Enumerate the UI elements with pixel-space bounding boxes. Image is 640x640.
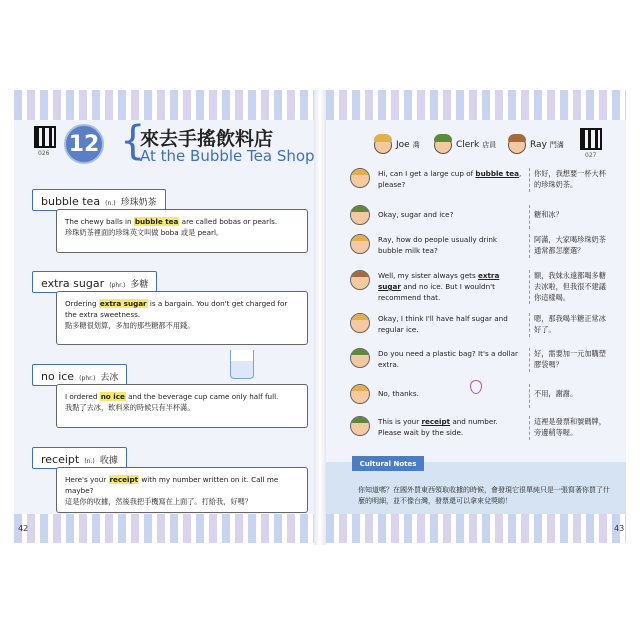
ray-avatar-icon (508, 136, 526, 154)
vocab-example-zh: 這是你的收據，然後我把手機寫在上面了。打給我，好嗎？ (65, 497, 252, 506)
qr-code-label: 026 (38, 150, 50, 157)
clerk-avatar-icon (350, 348, 370, 368)
dialogue-zh: 阿滿，大家喝珍珠奶茶通常都怎麼選？ (534, 235, 606, 255)
vocab-example-en: Ordering extra sugar is a bargain. You don't get charged for the extra sweetness. (65, 299, 288, 319)
joe-avatar-icon (350, 313, 370, 333)
cultural-notes-label: Cultural Notes (352, 456, 424, 471)
cultural-notes-text: 你知道嗎？在國外買東西領取收據的時候，會發現它很單純只是一張寫著你買了什麼的明細，並不像台灣，發票還可以拿來兌獎喲！ (358, 486, 610, 505)
vocab-gloss: 珍珠奶茶 (120, 198, 157, 208)
vocab-example-zh: 我點了去冰，飲料來的時候只有半杯滿。 (65, 403, 195, 412)
vocab-entry (32, 447, 308, 513)
cast-member (434, 136, 496, 154)
vocab-example-en: I ordered no ice and the beverage cup came only half full. (65, 392, 279, 401)
dialogue-divider (529, 234, 530, 258)
joe-avatar-icon (350, 168, 370, 188)
cast-role: 喬 (412, 141, 420, 149)
clerk-avatar-icon (434, 136, 452, 154)
cast-name: Joe (396, 140, 410, 150)
vocab-gloss: 去冰 (100, 373, 119, 383)
drink-cup-icon (230, 350, 254, 379)
cast-role: 店員 (482, 141, 497, 149)
vocab-gloss: 多糖 (130, 280, 149, 290)
dialogue-zh: 額，我妹永遠都喝多糖去冰啦，但我很不建議你這樣喝。 (534, 271, 606, 302)
vocab-pos: (phr.) (79, 375, 96, 382)
vocab-example-en: The chewy balls in bubble tea are called bobas or pearls. (65, 217, 278, 226)
vocab-word: extra sugar (41, 277, 105, 290)
vocab-header (32, 271, 157, 293)
cast-role: 門滿 (549, 141, 564, 149)
dialogue-zh: 不用，謝謝。 (534, 389, 578, 398)
clerk-avatar-icon (350, 416, 370, 436)
dialogue-zh: 糖和冰？ (534, 210, 563, 219)
vocab-header (32, 189, 166, 211)
vocab-entry (32, 364, 308, 428)
page-number-left: 42 (18, 524, 29, 533)
vocab-word: bubble tea (41, 195, 101, 208)
book-spine (314, 90, 326, 545)
cast-member (508, 136, 564, 154)
vocab-example-box (56, 467, 308, 513)
vocab-pos: (phr.) (109, 282, 126, 289)
dialogue-divider (529, 168, 530, 192)
dialogue-en: This is your receipt and number. Please wait by the side. (378, 417, 498, 437)
vocab-example-en: Here's your receipt with my number written on it. Call me maybe? (65, 475, 279, 495)
lesson-title-en: At the Bubble Tea Shop (140, 147, 315, 165)
joe-avatar-icon (350, 384, 370, 404)
dialogue-en: Okay, sugar and ice? (378, 210, 454, 219)
lesson-title-zh: 來去手搖飲料店 (140, 128, 274, 150)
dialogue-zh: 這裡是發票和號碼牌，旁邊稍等喔。 (534, 417, 606, 437)
qr-code-icon (580, 128, 602, 150)
dialogue-en: Hi, can I get a large cup of bubble tea, please? (378, 169, 522, 189)
joe-avatar-icon (350, 234, 370, 254)
dialogue-divider (529, 384, 530, 408)
vocab-example-zh: 點多糖很划算，多加的那些糖都不用錢。 (65, 321, 195, 330)
dialogue-en: No, thanks. (378, 389, 419, 398)
vocab-example-box (56, 291, 308, 345)
dialogue-divider (529, 270, 530, 304)
cast-member (374, 136, 420, 154)
dialogue-en: Okay, I think I'll have half sugar and regular ice. (378, 314, 508, 334)
left-brace-icon: { (120, 118, 146, 164)
vocab-example-box (56, 209, 308, 253)
vocab-entry (32, 271, 308, 345)
vocab-entry (32, 189, 308, 253)
ray-avatar-icon (350, 270, 370, 290)
dialogue-divider (529, 313, 530, 337)
vocab-header (32, 447, 127, 469)
dialogue-en: Do you need a plastic bag? It's a dollar extra. (378, 349, 518, 369)
cast-name: Ray (530, 140, 547, 150)
cast-name: Clerk (456, 140, 480, 150)
vocab-pos: (n.) (105, 200, 116, 207)
dialogue-en: Well, my sister always gets extra sugar and no ice. But I wouldn't recommend that. (378, 271, 500, 302)
dialogue-zh: 嗯，那我喝半糖正常冰好了。 (534, 314, 606, 334)
dialogue-zh: 好，需要加一元加購塑膠袋嗎？ (534, 349, 606, 369)
vocab-gloss: 收據 (99, 456, 118, 466)
vocab-word: no ice (41, 370, 75, 383)
dialogue-divider (529, 348, 530, 372)
vocab-example-zh: 珍珠奶茶裡面的珍珠英文叫做 boba 或是 pearl。 (65, 228, 224, 237)
qr-code-label: 027 (585, 152, 597, 159)
joe-avatar-icon (374, 136, 392, 154)
clerk-avatar-icon (350, 205, 370, 225)
qr-code-icon (34, 126, 56, 148)
dialogue-divider (529, 416, 530, 440)
page-number-right: 43 (614, 524, 625, 533)
vocab-example-box (56, 384, 308, 428)
dialogue-divider (529, 205, 530, 229)
dialogue-zh: 你好，我想要一杯大杯的珍珠奶茶。 (534, 169, 606, 189)
lesson-number-badge: 12 (64, 124, 104, 164)
vocab-header (32, 364, 127, 386)
vocab-pos: (n.) (84, 458, 95, 465)
vocab-word: receipt (41, 453, 80, 466)
dialogue-en: Ray, how do people usually drink bubble milk tea? (378, 235, 498, 255)
